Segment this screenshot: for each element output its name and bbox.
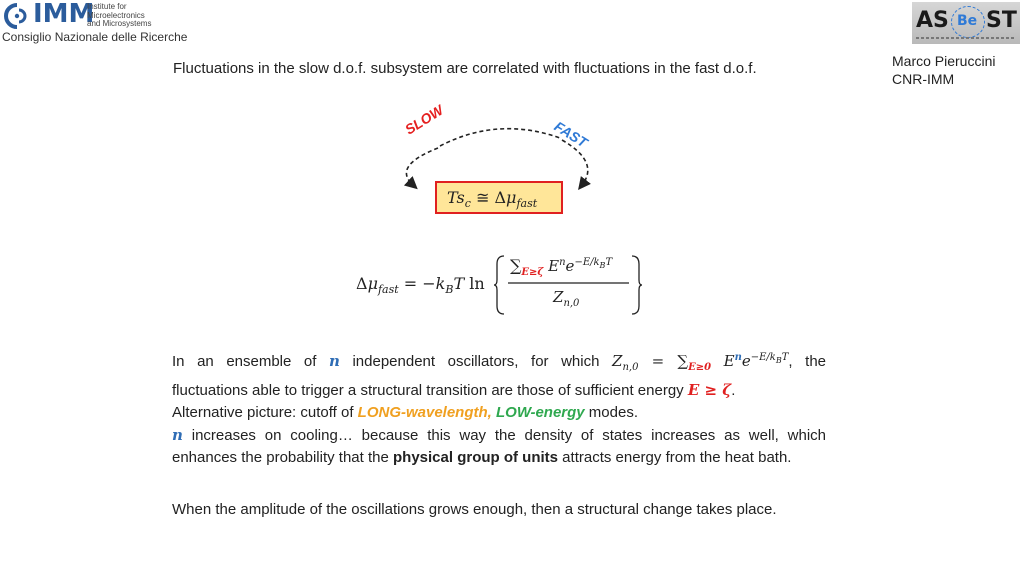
fraction-denominator: $Z_{n,0}$ xyxy=(553,288,580,309)
asbest-left: AS xyxy=(916,8,949,33)
fast-label: FAST xyxy=(551,118,591,151)
paragraph-cooling: n increases on cooling… because this way the density of states increases as well, which enhances the probability that the physical group of units attracts energy from the heat bath. xyxy=(172,426,826,466)
slide-headline: Fluctuations in the slow d.o.f. subsystem are correlated with fluctuations in the fast d.o.f. xyxy=(173,60,757,77)
author-block xyxy=(892,52,995,88)
low-energy-highlight: LOW-energy xyxy=(496,404,585,421)
cnr-name: Consiglio Nazionale delle Ricerche xyxy=(2,30,188,44)
paragraph-amplitude: When the amplitude of the oscillations grows enough, then a structural change takes place. xyxy=(172,501,777,518)
asbest-middle: Be xyxy=(957,13,978,29)
delta-mu-lhs: $\Delta\mu_{fast} = -k_BT$ ln xyxy=(356,274,485,297)
top-dashed-arc xyxy=(440,129,560,146)
tsc-formula: $Ts_c$ ≅ $\Delta\mu_{fast}$ xyxy=(447,188,538,211)
slow-label: SLOW xyxy=(402,101,447,138)
asbest-tagline-decoration xyxy=(916,37,1016,39)
long-wavelength-highlight: LONG-wavelength xyxy=(357,404,488,421)
imm-institute-text: Institute for Microelectronics and Microsystems xyxy=(87,2,152,28)
left-dashed-arrow xyxy=(406,148,438,185)
cnr-emblem-icon xyxy=(3,2,33,30)
physical-group-highlight: physical group of units xyxy=(393,449,559,466)
paragraph-ensemble xyxy=(172,347,826,424)
imm-logo xyxy=(0,0,190,48)
author-affiliation: CNR-IMM xyxy=(892,71,955,87)
paragraph-ensemble-line-2: fluctuations able to trigger a structural transition are those of sufficient energy E ≥ ζ. xyxy=(172,381,736,399)
fraction-numerator: $\sum_{E\ge\zeta}$ $E^ne^{-E/k_BT}$ xyxy=(510,256,613,278)
imm-acronym: IMM xyxy=(33,0,95,29)
asbest-logo xyxy=(912,2,1020,44)
tsc-formula-box xyxy=(435,181,563,214)
paragraph-ensemble-line-1: In an ensemble of n independent oscillators, for which $Z_{n,0} = \sum_{E\ge 0}$ $E^ne^{-E/k_BT}$, the xyxy=(172,352,827,373)
paragraph-ensemble-line-3: Alternative picture: cutoff of LONG-wavelength, LOW-energy modes. xyxy=(172,404,638,421)
author-name: Marco Pieruccini xyxy=(892,53,996,69)
asbest-right: ST xyxy=(986,8,1017,33)
